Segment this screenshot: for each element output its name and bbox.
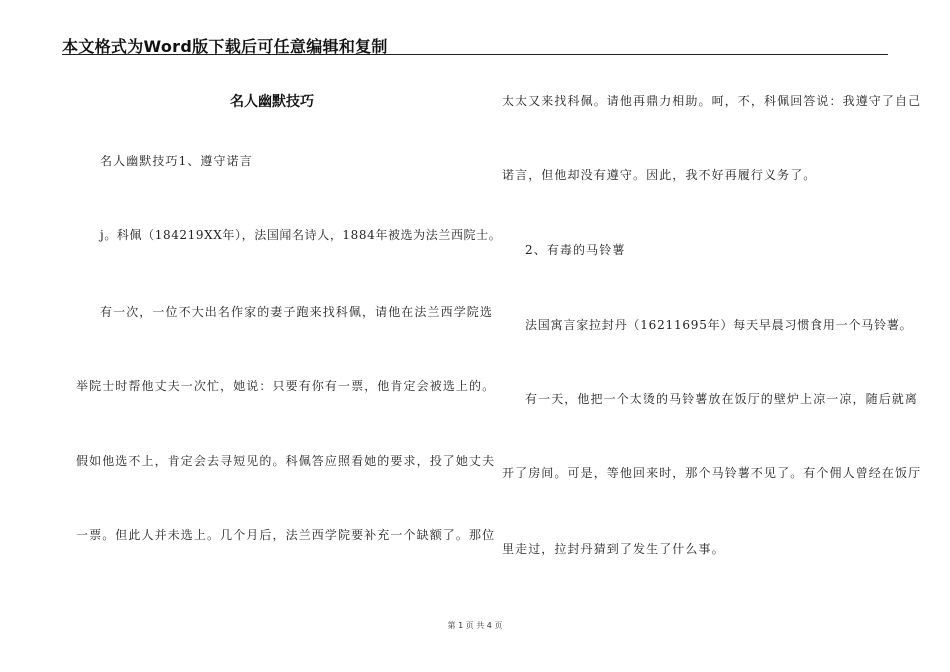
right-paragraph-line: 法国寓言家拉封丹（16211695年）每天早晨习惯食用一个马铃薯。: [525, 318, 913, 332]
section-heading: 2、有毒的马铃薯: [525, 243, 626, 257]
left-paragraph-line: 有一次，一位不大出名作家的妻子跑来找科佩，请他在法兰西学院选: [100, 305, 494, 319]
left-paragraph-line: 一票。但此人并未选上。几个月后，法兰西学院要补充一个缺额了。那位: [76, 528, 496, 542]
right-paragraph-line: 有一天，他把一个太烫的马铃薯放在饭厅的壁炉上凉一凉，随后就离: [525, 392, 919, 406]
left-paragraph-line: 名人幽默技巧1、遵守诺言: [100, 154, 253, 168]
header-divider: [62, 54, 888, 55]
document-banner: 本文格式为Word版下载后可任意编辑和复制: [62, 37, 388, 56]
right-paragraph-line: 太太又来找科佩。请他再鼎力相助。呵，不，科佩回答说：我遵守了自己: [502, 94, 922, 108]
page-number-footer: 第 1 页 共 4 页: [447, 621, 503, 630]
left-paragraph-line: 举院士时帮他丈夫一次忙，她说：只要有你有一票，他肯定会被选上的。: [76, 379, 496, 393]
right-paragraph-line: 诺言，但他却没有遵守。因此，我不好再履行义务了。: [502, 168, 817, 182]
document-title: 名人幽默技巧: [230, 94, 314, 110]
left-paragraph-line: 假如他选不上，肯定会去寻短见的。科佩答应照看她的要求，投了她丈夫: [76, 454, 496, 468]
right-paragraph-line: 开了房间。可是，等他回来时，那个马铃薯不见了。有个佣人曾经在饭厅: [502, 466, 922, 480]
left-paragraph-line: j。科佩（184219XX年），法国闻名诗人，1884年被选为法兰西院士。: [100, 228, 502, 242]
right-paragraph-line: 里走过，拉封丹猜到了发生了什么事。: [502, 542, 725, 556]
